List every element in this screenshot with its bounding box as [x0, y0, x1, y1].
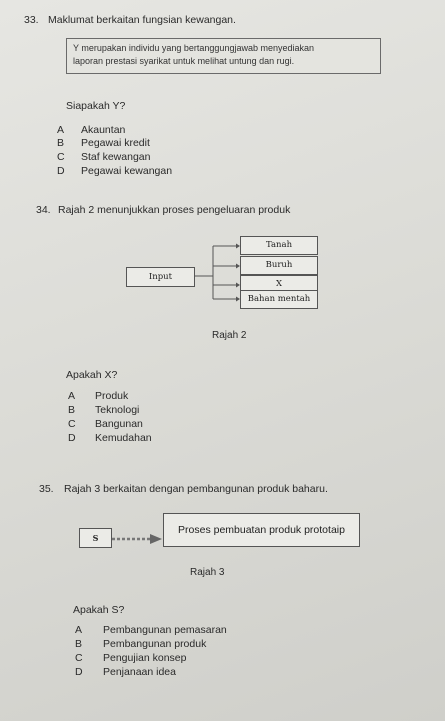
- option-letter: A: [57, 124, 65, 136]
- option-text: Teknologi: [95, 404, 140, 416]
- q34-stem: Rajah 2 menunjukkan proses pengeluaran produk: [58, 204, 291, 216]
- q34-item-x: X: [240, 275, 318, 293]
- q33-box-line-2: laporan prestasi syarikat untuk melihat untung dan rugi.: [73, 56, 295, 66]
- option-text: Penjanaan idea: [103, 666, 176, 678]
- option-letter: A: [75, 624, 83, 636]
- option-letter: A: [68, 390, 76, 402]
- option-text: Produk: [95, 390, 129, 402]
- q35-caption: Rajah 3: [190, 567, 225, 578]
- q33-box-line-1: Y merupakan individu yang bertanggungjawab menyediakan: [73, 43, 315, 53]
- option-text: Pembangunan pemasaran: [103, 624, 227, 636]
- q35-stem: Rajah 3 berkaitan dengan pembangunan produk baharu.: [64, 483, 328, 495]
- q35-number: 35.: [39, 483, 54, 495]
- option-letter: B: [75, 638, 83, 650]
- q34-item-buruh: Buruh: [240, 256, 318, 275]
- q34-item-tanah: Tanah: [240, 236, 318, 255]
- q35-question: Apakah S?: [73, 604, 125, 616]
- option-text: Kemudahan: [95, 432, 152, 444]
- q33-question: Siapakah Y?: [66, 100, 126, 112]
- q35-option-a[interactable]: [75, 624, 227, 636]
- q33-stem: Maklumat berkaitan fungsian kewangan.: [48, 14, 236, 26]
- option-letter: C: [68, 418, 76, 430]
- q35-option-c[interactable]: [75, 652, 186, 664]
- option-letter: B: [57, 137, 65, 149]
- option-text: Akauntan: [81, 124, 126, 136]
- q35-option-b[interactable]: [75, 638, 206, 650]
- q34-question: Apakah X?: [66, 369, 118, 381]
- option-letter: C: [75, 652, 83, 664]
- q34-caption: Rajah 2: [212, 330, 247, 341]
- option-text: Pengujian konsep: [103, 652, 187, 664]
- option-text: Pegawai kewangan: [81, 165, 173, 177]
- option-letter: B: [68, 404, 76, 416]
- option-text: Pembangunan produk: [103, 638, 207, 650]
- option-letter: D: [75, 666, 83, 678]
- option-text: Staf kewangan: [81, 151, 151, 163]
- option-text: Bangunan: [95, 418, 143, 430]
- q34-number: 34.: [36, 204, 51, 216]
- q35-s-box: S: [79, 528, 112, 548]
- option-letter: D: [68, 432, 76, 444]
- q34-item-bahan-mentah: Bahan mentah: [240, 290, 318, 309]
- option-letter: C: [57, 151, 65, 163]
- q33-number: 33.: [24, 14, 39, 26]
- option-text: Pegawai kredit: [81, 137, 150, 149]
- q35-option-d[interactable]: [75, 666, 176, 678]
- q34-input-box: Input: [126, 267, 195, 287]
- option-letter: D: [57, 165, 65, 177]
- q35-process-box: Proses pembuatan produk prototaip: [163, 513, 360, 547]
